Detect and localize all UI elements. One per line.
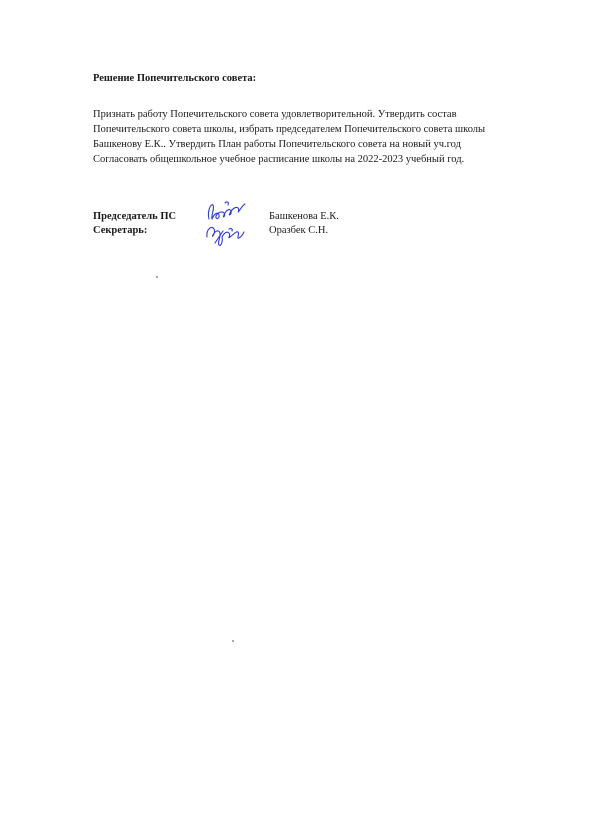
handwritten-signature [203,199,248,251]
signature-block [93,211,493,251]
secretary-role-label: Секретарь: [93,225,148,236]
decision-heading: Решение Попечительского совета: [93,73,257,84]
chair-name: Башкенова Е.К. [269,211,339,222]
scan-speck [156,276,158,278]
paragraph-line: Попечительского совета школы, избрать председателем Попечительского совета школы [93,124,486,135]
paragraph-line: Согласовать общешкольное учебное расписание школы на 2022-2023 учебный год. [93,154,465,165]
paragraph-line: Признать работу Попечительского совета удовлетворительной. Утвердить состав [93,109,457,120]
decision-paragraph [93,107,563,167]
scan-speck [232,640,234,642]
secretary-name: Оразбек С.Н. [269,225,329,236]
chair-role-label: Председатель ПС [93,211,177,222]
paragraph-line: Башкенову Е.К.. Утвердить План работы Попечительского совета на новый уч.год [93,139,461,150]
